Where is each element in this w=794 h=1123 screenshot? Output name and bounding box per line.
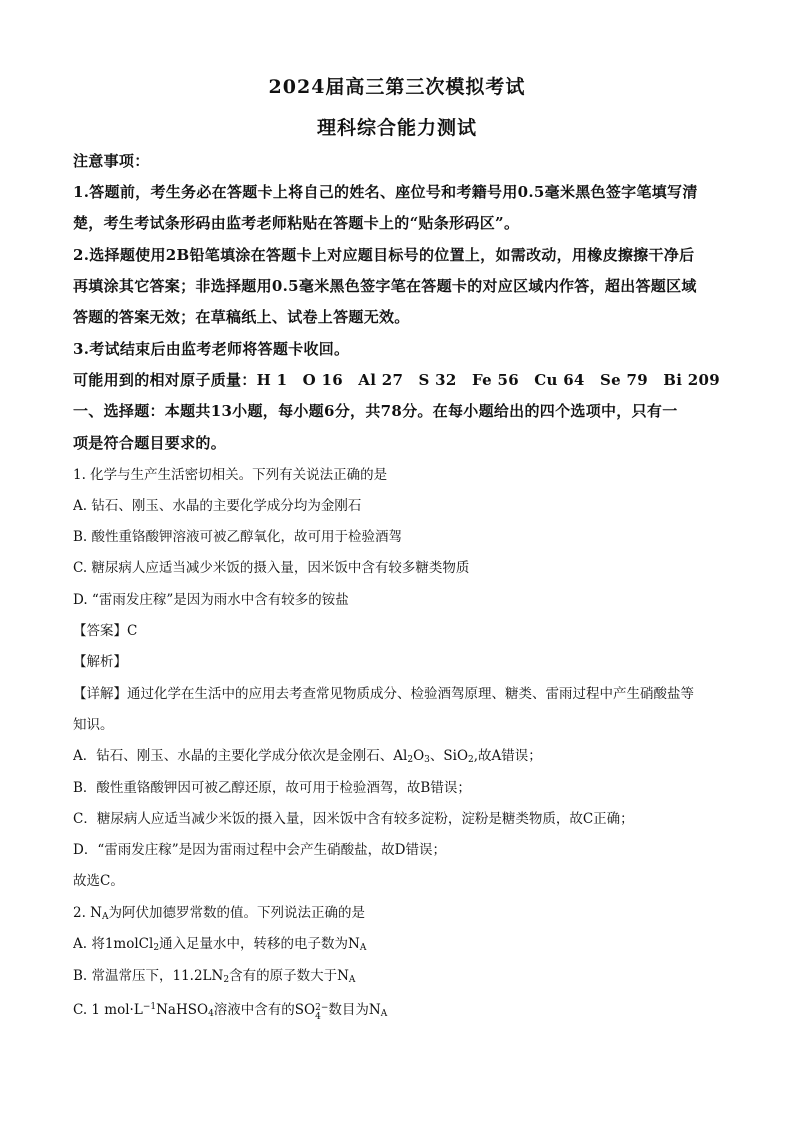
explanation-line: 知识。 — [73, 717, 114, 733]
section-heading: 一、选择题：本题共13小题，每小题6分，共78分。在每小题给出的四个选项中，只有一 — [73, 402, 678, 420]
explanation-d: D．“雷雨发庄稼”是因为雷雨过程中会产生硝酸盐，故D错误； — [73, 842, 446, 858]
option-c: C. 1 $mol\cdot L^{-1}NaHSO_4$溶液中含有的SO 2− 4 数目为$N_A$ — [73, 1002, 388, 1022]
notice-line: 3.考试结束后由监考老师将答题卡收回。 — [73, 340, 350, 358]
notice-heading: 注意事项： — [73, 152, 150, 170]
answer-label: 【答案】C — [73, 623, 138, 639]
explanation-a: A．钻石、刚玉、水晶的主要化学成分依次是金刚石、$Al_2O_3$、SiO$_2$,故A错误； — [73, 748, 542, 764]
conclusion: 故选C。 — [73, 873, 124, 889]
analysis-label: 【解析】 — [73, 654, 127, 670]
ion-charge-stack: 2− 4 — [315, 1003, 329, 1022]
explanation-line: 【详解】通过化学在生活中的应用去考查常见物质成分、检验酒驾原理、糖类、雷雨过程中产生硝酸盐等 — [73, 686, 694, 702]
exam-title: 2024届高三第三次模拟考试 — [268, 76, 526, 98]
option-b: B. 酸性重铬酸钾溶液可被乙醇氧化，故可用于检验酒驾 — [73, 529, 403, 545]
section-heading: 项是符合题目要求的。 — [73, 434, 227, 452]
notice-line: 答题的答案无效；在草稿纸上、试卷上答题无效。 — [73, 308, 410, 326]
option-a: A. 钻石、刚玉、水晶的主要化学成分均为金刚石 — [73, 498, 362, 514]
explanation-b: B．酸性重铬酸钾因可被乙醇还原，故可用于检验酒驾，故B错误； — [73, 780, 471, 796]
notice-line: 楚，考生考试条形码由监考老师粘贴在答题卡上的“贴条形码区”。 — [73, 214, 520, 232]
question-stem: 2. $N_A$为阿伏加德罗常数的值。下列说法正确的是 — [73, 905, 365, 921]
option-b: B. 常温常压下，$11.2LN_2$含有的原子数大于$N_A$ — [73, 968, 356, 984]
explanation-c: C．糖尿病人应适当减少米饭的摄入量，因米饭中含有较多淀粉，淀粉是糖类物质，故C正确； — [73, 811, 634, 827]
option-c: C. 糖尿病人应适当减少米饭的摄入量，因米饭中含有较多糖类物质 — [73, 560, 470, 576]
notice-line: 再填涂其它答案；非选择题用0.5毫米黑色签字笔在答题卡的对应区域内作答，超出答题区域 — [73, 277, 697, 295]
notice-line: 2.选择题使用2B铅笔填涂在答题卡上对应题目标号的位置上，如需改动，用橡皮擦擦干净后 — [73, 246, 695, 264]
exam-subtitle: 理科综合能力测试 — [316, 117, 477, 139]
option-d: D. “雷雨发庄稼”是因为雨水中含有较多的铵盐 — [73, 592, 349, 608]
option-a: A. 将1molCl$_2$通入足量水中，转移的电子数为$N_A$ — [73, 936, 367, 952]
question-stem: 1. 化学与生产生活密切相关。下列有关说法正确的是 — [73, 467, 388, 483]
atomic-mass-line: 可能用到的相对原子质量：H 1 O 16 Al 27 S 32 Fe 56 Cu 64 Se 79 Bi 209 — [73, 371, 720, 389]
notice-line: 1.答题前，考生务必在答题卡上将自己的姓名、座位号和考籍号用0.5毫米黑色签字笔填写清 — [73, 183, 698, 201]
